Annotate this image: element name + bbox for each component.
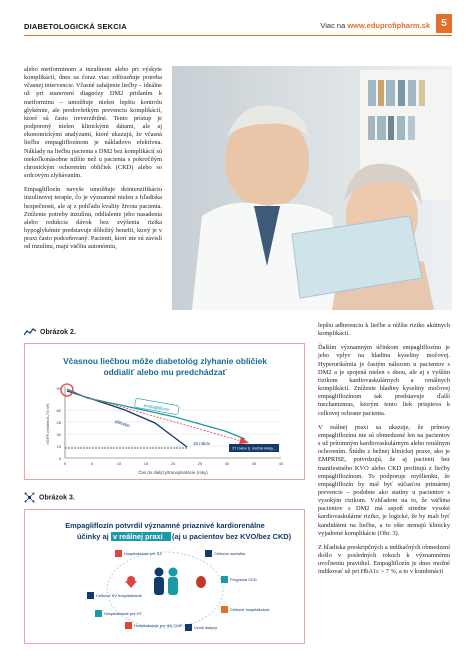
outcome-label: Celkové hospitalizácie — [230, 607, 270, 612]
website-reference: Viac na www.eduprofipharm.sk — [320, 21, 430, 30]
figure3-title-prefix: účinky aj — [77, 532, 109, 541]
y-tick-label: 30 — [56, 432, 61, 437]
cardiorenal-infographic — [25, 510, 306, 645]
start-point-marker — [61, 384, 73, 396]
page-header — [24, 10, 452, 36]
outcome-label: Celkové KV hospitalizácie — [96, 593, 143, 598]
hypertension-hospitalization-icon — [95, 610, 102, 617]
right-column — [318, 322, 450, 583]
ckd-progression-icon — [221, 576, 228, 583]
trajectory-arrow — [69, 392, 245, 442]
patients-icon — [154, 568, 178, 596]
mortality-icon — [205, 550, 212, 557]
annotation-27-years: 27 rokov tj. možná nikdy... — [232, 446, 276, 451]
paragraph: Z hľadiska preskripčných a indikačných obmedzení došlo v posledných rokoch k významnému uvoľneniu pravidiel. Empagliflozín je dnes možné indikovať už pri HbA1c > 7 %, a to v kombinácii — [318, 543, 450, 576]
paragraph: V reálnej praxi sa ukazuje, že prínosy empagliflozínu nie sú obmedzené len na pacientov s už prítomným kardiovaskulárnym alebo renálnym ochorením. Štúdie z bežnej klinickej praxe, ako je EMPRISE, potvrdzujú, že aj pacienti bez manifestného KVO alebo CKD profitujú z liečby empagliflozínom. To podporuje myšlienku, že empagliflozín by mal byť súčasťou primárnej prevencie – podobne ako statíny u pacientov s vysokým rizikom. Vzhľadom na to, že väčšina pacientov s DM2 má aspoň stredne vysoké kardiovaskulárne riziko, je logické, že by mali byť kandidátmi na liečbu, a to ešte nemajú klinicky vyjadrené komplikácie (Obr. 3). — [318, 423, 450, 537]
section-title: DIABETOLOGICKÁ SEKCIA — [24, 22, 127, 31]
x-tick-label: 10 — [116, 461, 122, 466]
outcome-label: Hospitalizácie pre SZ — [124, 551, 162, 556]
paragraph: Empagliflozín navyše umožňuje deintenzifikáciu inzulínovej terapie, čo je významné nielen z hľadiska bezpečnosti, ale aj z pohľadu kvality života pacienta. Zníženie potreby inzulínu, oddialenie jeho nasadenia alebo redukcia dávok bez zvýšenia rizika hypoglykémie predstavuje dôležitý benefit, ktorý je v praxi často podceňovaný. Pacienti, ktorí nie sú závislí od inzulínu, majú väčšiu autonómiu, — [24, 186, 162, 251]
y-tick-label: 0 — [58, 456, 61, 461]
heart-shield-icon — [125, 576, 137, 588]
x-axis — [64, 458, 284, 475]
photo-illustration — [172, 66, 452, 310]
annotation-16-years: 16 rokov — [193, 441, 210, 446]
figure3-infographic — [24, 509, 305, 644]
x-tick-label: 20 — [170, 461, 176, 466]
egfr-chart — [25, 344, 306, 481]
outcome-label: Celková mortalita — [214, 551, 245, 556]
x-tick-label: 30 — [224, 461, 230, 466]
figure3-title-line1: Empagliflozín potvrdil významné priaznivé kardiorenálne — [65, 521, 265, 530]
x-tick-label: 0 — [63, 461, 67, 466]
website-link[interactable]: www.eduprofipharm.sk — [347, 21, 430, 30]
paragraph: alebo metforminom a inzulínom alebo pri výskyte komplikácií, dnes sa čoraz viac zdôrazňuje potreba včasnej intervencie. Včasné zahájenie liečby – ideálne už pri stanovení diagnózy DM2 pridaním k metforminu – umožňuje nielen lepšiu kontrolu glykémie, ale predovšetkým prevenciu komplikácií, ktoré sú často ireverzibilné. Tento prístup je podporený nielen klinickými dátami, ale aj ekonomickými analýzami, ktoré ukazujú, že včasná liečba empagliflozínom je nákladovo efektívna. Náklady na liečbu pacienta s DM2 bez komplikácií sú niekoľkonásobne nižšie než u pacienta s pokročilým chronickým ochorením obličiek (CKD) alebo so srdcovým zlyhávaním. — [24, 66, 162, 180]
placebo-series-label: placebo — [114, 418, 131, 429]
y-axis-label: eGFR (ml/min/1,73 m²) — [45, 403, 50, 445]
y-tick-label: 60 — [56, 408, 61, 413]
x-tick-label: 35 — [251, 461, 257, 466]
doctor-patient-photo — [172, 66, 452, 310]
x-tick-label: 5 — [90, 461, 94, 466]
y-tick-label: 90 — [56, 386, 61, 391]
placebo-series-line — [67, 391, 187, 447]
page-number: 5 — [436, 14, 452, 33]
figure2-title-line2: oddialiť alebo mu predchádzať — [103, 367, 227, 377]
left-column — [24, 66, 162, 257]
figure3-title-highlight: v reálnej praxi — [113, 532, 163, 541]
outcome-ring — [107, 552, 223, 628]
figure3-title-suffix: (aj u pacientov bez KVO/bez CKD) — [172, 532, 292, 541]
hf-hospitalization-icon — [115, 550, 122, 557]
x-axis-label: Čas do dialýzy/transplantácie (roky) — [138, 470, 208, 475]
outcome-label: Hospitalizácie pre HT — [104, 611, 143, 616]
kidney-icon — [196, 576, 206, 588]
paragraph: lepšiu adherenciu k liečbe a nižšie riziko akútnych komplikácií. — [318, 322, 450, 338]
figure2-title-line1: Včasnou liečbou môže diabetológ zlyhanie obličiek — [63, 356, 267, 366]
x-tick-label: 40 — [278, 461, 284, 466]
dialysis-icon — [185, 624, 192, 631]
egfr-bands — [65, 410, 281, 446]
empagliflozin-series-label: empagliflozín — [143, 402, 170, 413]
x-tick-label: 25 — [197, 461, 203, 466]
figure3-label: Obrázok 3. — [24, 492, 75, 503]
outcome-label: Hospitalizácie pre IM/ CMP — [134, 623, 183, 628]
outcome-label: Progresia CKD — [230, 577, 257, 582]
cv-hospitalization-icon — [87, 592, 94, 599]
figure2-chart — [24, 343, 305, 480]
y-tick-label: 15 — [56, 444, 61, 449]
total-hospitalization-icon — [221, 606, 228, 613]
x-tick-label: 15 — [143, 461, 149, 466]
network-icon — [24, 492, 35, 503]
trend-icon — [24, 328, 36, 336]
figure2-label: Obrázok 2. — [24, 328, 76, 336]
y-tick-label: 45 — [56, 420, 61, 425]
outcome-label: Vznik dialýzy — [194, 625, 218, 630]
mi-stroke-icon — [125, 622, 132, 629]
y-axis — [45, 386, 65, 461]
empagliflozin-series-line — [67, 389, 245, 439]
paragraph: Ďalším významným účinkom empagliflozínu je jeho vplyv na hladinu kyseliny močovej. Hyperurikémia je častým nálezom u pacientov s DM2 a je spojená nielen s dnou, ale aj s vyšším rizikom kardiovaskulárnych a renálnych komplikácií. Zníženie hladiny kyseliny močovej empagliflozínom tak predstavuje ďalší mechanizmus, ktorým tento liek prispieva k celkovej ochrane pacienta. — [318, 344, 450, 417]
